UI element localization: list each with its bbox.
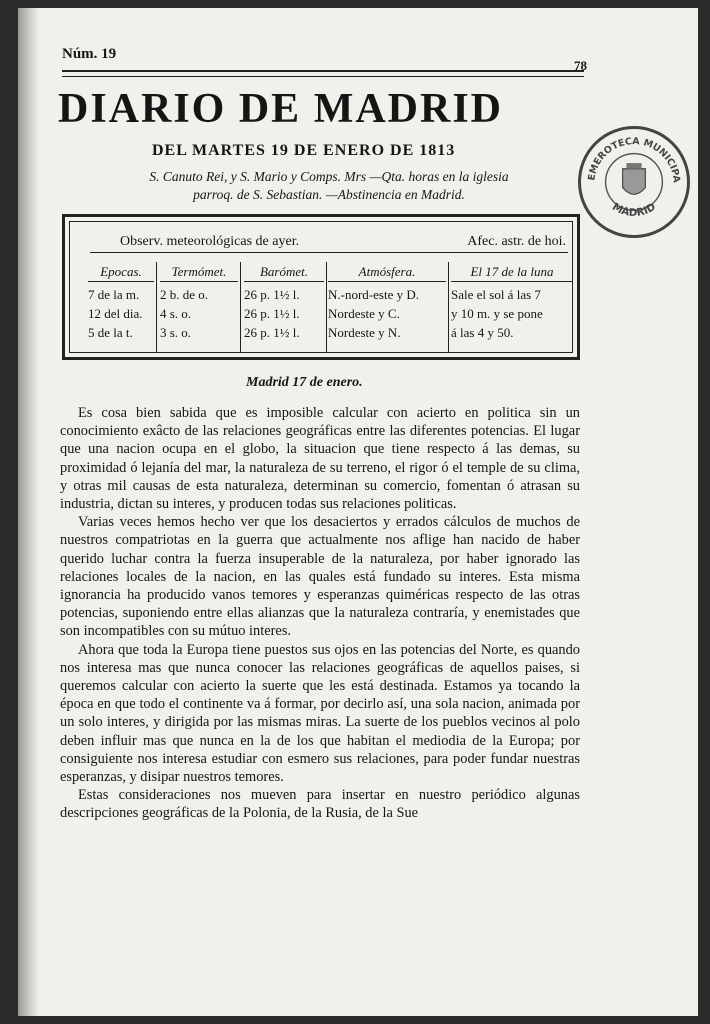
stamp-seal-icon [581, 129, 687, 235]
top-rule-thin [62, 76, 584, 77]
astro-title: Afec. astr. de hoi. [467, 234, 566, 249]
svg-text:MADRID [610, 201, 658, 219]
saints-line-2: parroq. de S. Sebastian. —Abstinencia en Madrid. [193, 187, 465, 202]
paragraph-2: Varias veces hemos hecho ver que los desaciertos y errados cálculos de muchos de nuestros compatriotas en la guerra que actualmente nos aflige han nacido de haber querido luchar contra la fuerza insuperable de la naturaleza, por haber ignorado las relaciones locales de la nacion, en las quales está fundado su interes. Esta misma ignorancia ha producido vanos temores y esperanzas quiméricas respecto de las otras potencias, suponiendo entre ellas alianzas que la naturaleza contraría, y enemistades que son incompatibles con su mútuo interes. [60, 514, 580, 640]
masthead-title: DIARIO DE MADRID [58, 86, 504, 132]
baromet-row: 26 p. 1½ l. [244, 287, 300, 302]
stamp-text-top: EMEROTECA MUNICIPA [586, 136, 682, 184]
article-dateline: Madrid 17 de enero. [246, 375, 363, 390]
header-luna: El 17 de la luna [451, 262, 573, 282]
termomet-row: 3 s. o. [160, 325, 192, 340]
epoca-row: 12 del dia. [88, 306, 143, 321]
luna-row: Sale el sol á las 7 [451, 287, 541, 302]
col-termomet [160, 262, 238, 342]
library-stamp [578, 126, 690, 238]
luna-row: á las 4 y 50. [451, 325, 514, 340]
col-atmosfera [328, 262, 446, 342]
atmosfera-row: Nordeste y N. [328, 325, 401, 340]
saints-notice [84, 168, 574, 204]
header-termomet: Termómet. [160, 262, 238, 282]
coat-of-arms-icon [623, 169, 646, 195]
stamp-text-bottom: MADRID [610, 200, 658, 220]
saints-line-1: S. Canuto Rei, y S. Mario y Comps. Mrs —Qta. horas en la iglesia [149, 169, 509, 184]
col-baromet [244, 262, 324, 342]
epoca-row: 7 de la m. [88, 287, 140, 302]
termomet-row: 4 s. o. [160, 306, 192, 321]
termomet-row: 2 b. de o. [160, 287, 209, 302]
binding-gutter [18, 8, 40, 1016]
paragraph-1: Es cosa bien sabida que es imposible calcular con acierto en politica sin un conocimiento exâcto de las relaciones geográficas entre las diferentes potencias. El lugar que una nacion ocupa en el globo, la situacion que tiene respecto á las demas, su proximidad ó lejanía del mar, la naturaleza de su terreno, el rigor ó el temple de su clima, y otras mil causas de esta naturaleza, determinan su comercio, fomentan ó atrasan su industria, dictan su interes, y producen todas sus relaciones politicas. [60, 405, 580, 513]
header-baromet: Barómet. [244, 262, 324, 282]
baromet-row: 26 p. 1½ l. [244, 325, 300, 340]
page-number: 78 [574, 58, 587, 73]
epoca-row: 5 de la t. [88, 325, 133, 340]
top-rule [62, 70, 584, 72]
col-luna [451, 262, 573, 342]
issue-date: DEL MARTES 19 DE ENERO DE 1813 [152, 142, 456, 159]
weather-title: Observ. meteorológicas de ayer. [120, 234, 300, 249]
luna-row: y 10 m. y se pone [451, 306, 543, 321]
issue-number: Núm. 19 [62, 46, 117, 62]
weather-table [62, 214, 580, 360]
article-body [60, 404, 580, 823]
atmosfera-row: N.-nord-este y D. [328, 287, 419, 302]
header-atmosfera: Atmósfera. [328, 262, 446, 282]
baromet-row: 26 p. 1½ l. [244, 306, 300, 321]
paragraph-4: Estas consideraciones nos mueven para insertar en nuestro periódico algunas descripciones geográficas de la Polonia, de la Rusia, de la Sue [60, 787, 580, 822]
atmosfera-row: Nordeste y C. [328, 306, 400, 321]
col-epocas [88, 262, 154, 342]
paragraph-3: Ahora que toda la Europa tiene puestos sus ojos en las potencias del Norte, es quando nos interesa mas que nunca conocer las relaciones geográficas de aquellos paises, si queremos calcular con acierto la suerte que les está destinada. Estamos ya tocando la época en que todo el continente va á formar, por decirlo así, una sola nacion, animada por un solo interes, y dirigida por las mismas miras. La suerte de los pueblos vecinos al polo deben influir mas que nunca en la de los que habitan el mediodia de la Europa; por consiguiente nos interesa estudiar con esmero sus relaciones, para poder fundar nuestras esperanzas, y disipar nuestros temores. [60, 641, 580, 786]
header-epocas: Epocas. [88, 262, 154, 282]
